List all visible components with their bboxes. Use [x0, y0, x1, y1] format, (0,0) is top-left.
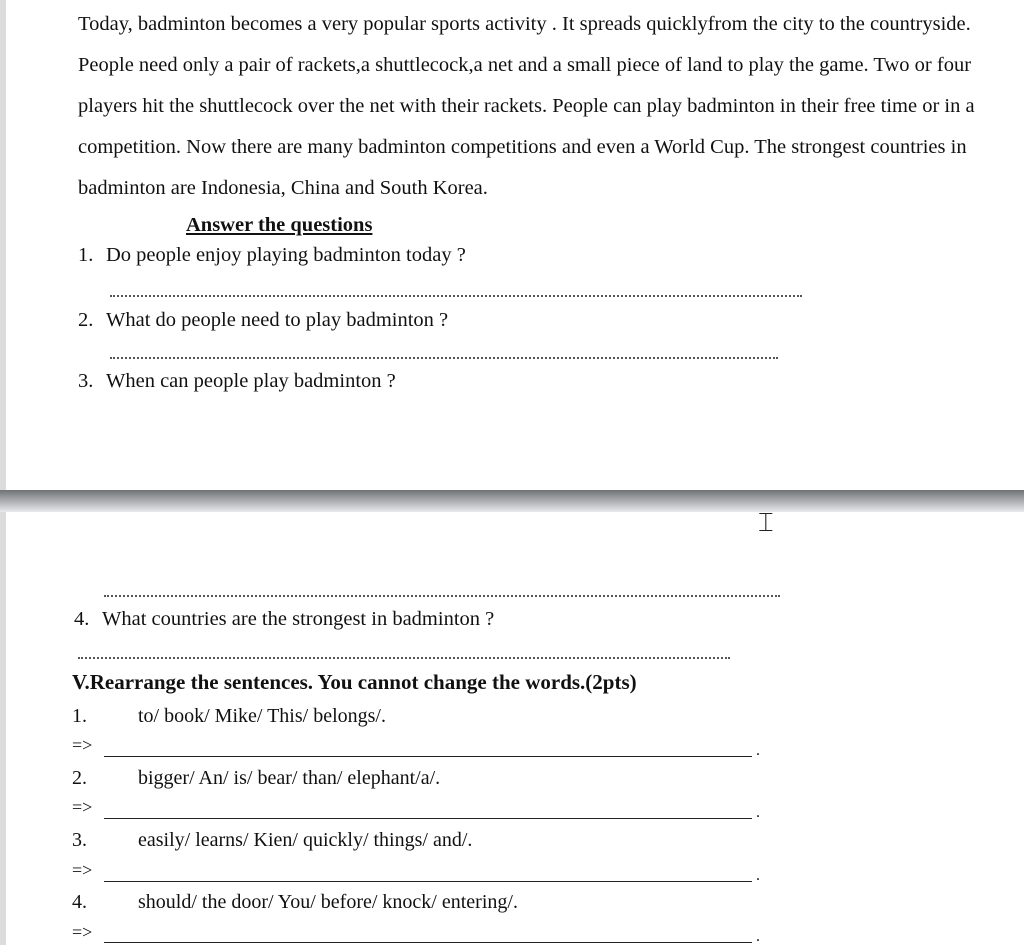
- question-text: When can people play badminton ?: [106, 370, 396, 392]
- answer-line[interactable]: [104, 881, 752, 882]
- answer-dotted-line: [110, 357, 778, 359]
- question-3: [78, 370, 396, 393]
- item-words: easily/ learns/ Kien/ quickly/ things/ and/.: [138, 829, 473, 851]
- answer-dotted-line: [110, 295, 802, 297]
- item-number: 3.: [72, 829, 87, 851]
- question-1: [78, 244, 466, 267]
- answer-arrow: =>: [72, 735, 93, 755]
- question-number: 2.: [78, 309, 94, 331]
- answer-arrow: =>: [72, 860, 93, 880]
- question-number: 1.: [78, 244, 94, 266]
- answer-line[interactable]: [104, 756, 752, 757]
- answer-period: .: [756, 928, 760, 945]
- question-4: [74, 608, 494, 631]
- item-words: should/ the door/ You/ before/ knock/ entering/.: [138, 891, 518, 913]
- answer-period: .: [756, 742, 760, 759]
- answer-dotted-line: [78, 657, 730, 659]
- rearrange-item-3: [72, 829, 472, 852]
- reading-passage: Today, badminton becomes a very popular sports activity . It spreads quicklyfrom the city to the countryside. People need only a pair of rackets,a shuttlecock,a net and a small piece of land to play the game. Two or four players hit the shuttlecock over the net with their rackets. People can play badminton in their free time or in a competition. Now there are many badminton competitions and even a World Cup. The strongest countries in badminton are Indonesia, China and South Korea.: [78, 13, 975, 199]
- rearrange-item-1: [72, 705, 386, 728]
- text-cursor-icon: ⌶: [758, 508, 774, 538]
- answer-period: .: [756, 804, 760, 821]
- questions-heading: Answer the questions: [186, 214, 373, 236]
- rearrange-item-2: [72, 767, 440, 790]
- question-2: [78, 309, 448, 332]
- question-text: What do people need to play badminton ?: [106, 309, 449, 331]
- answer-dotted-line: [104, 595, 780, 597]
- question-text: Do people enjoy playing badminton today ?: [106, 244, 466, 266]
- answer-arrow: =>: [72, 797, 93, 817]
- answer-period: .: [756, 867, 760, 884]
- item-words: bigger/ An/ is/ bear/ than/ elephant/a/.: [138, 767, 441, 789]
- item-number: 1.: [72, 705, 87, 727]
- answer-arrow: =>: [72, 922, 93, 942]
- item-number: 4.: [72, 891, 87, 913]
- question-number: 3.: [78, 370, 94, 392]
- rearrange-item-4: [72, 891, 518, 914]
- item-words: to/ book/ Mike/ This/ belongs/.: [138, 705, 386, 727]
- page-break-gap: [0, 490, 1024, 512]
- item-number: 2.: [72, 767, 87, 789]
- question-text: What countries are the strongest in badminton ?: [102, 608, 495, 630]
- answer-line[interactable]: [104, 942, 752, 943]
- question-number: 4.: [74, 608, 90, 630]
- answer-line[interactable]: [104, 818, 752, 819]
- section-v-title: V.Rearrange the sentences. You cannot change the words.(2pts): [72, 670, 637, 694]
